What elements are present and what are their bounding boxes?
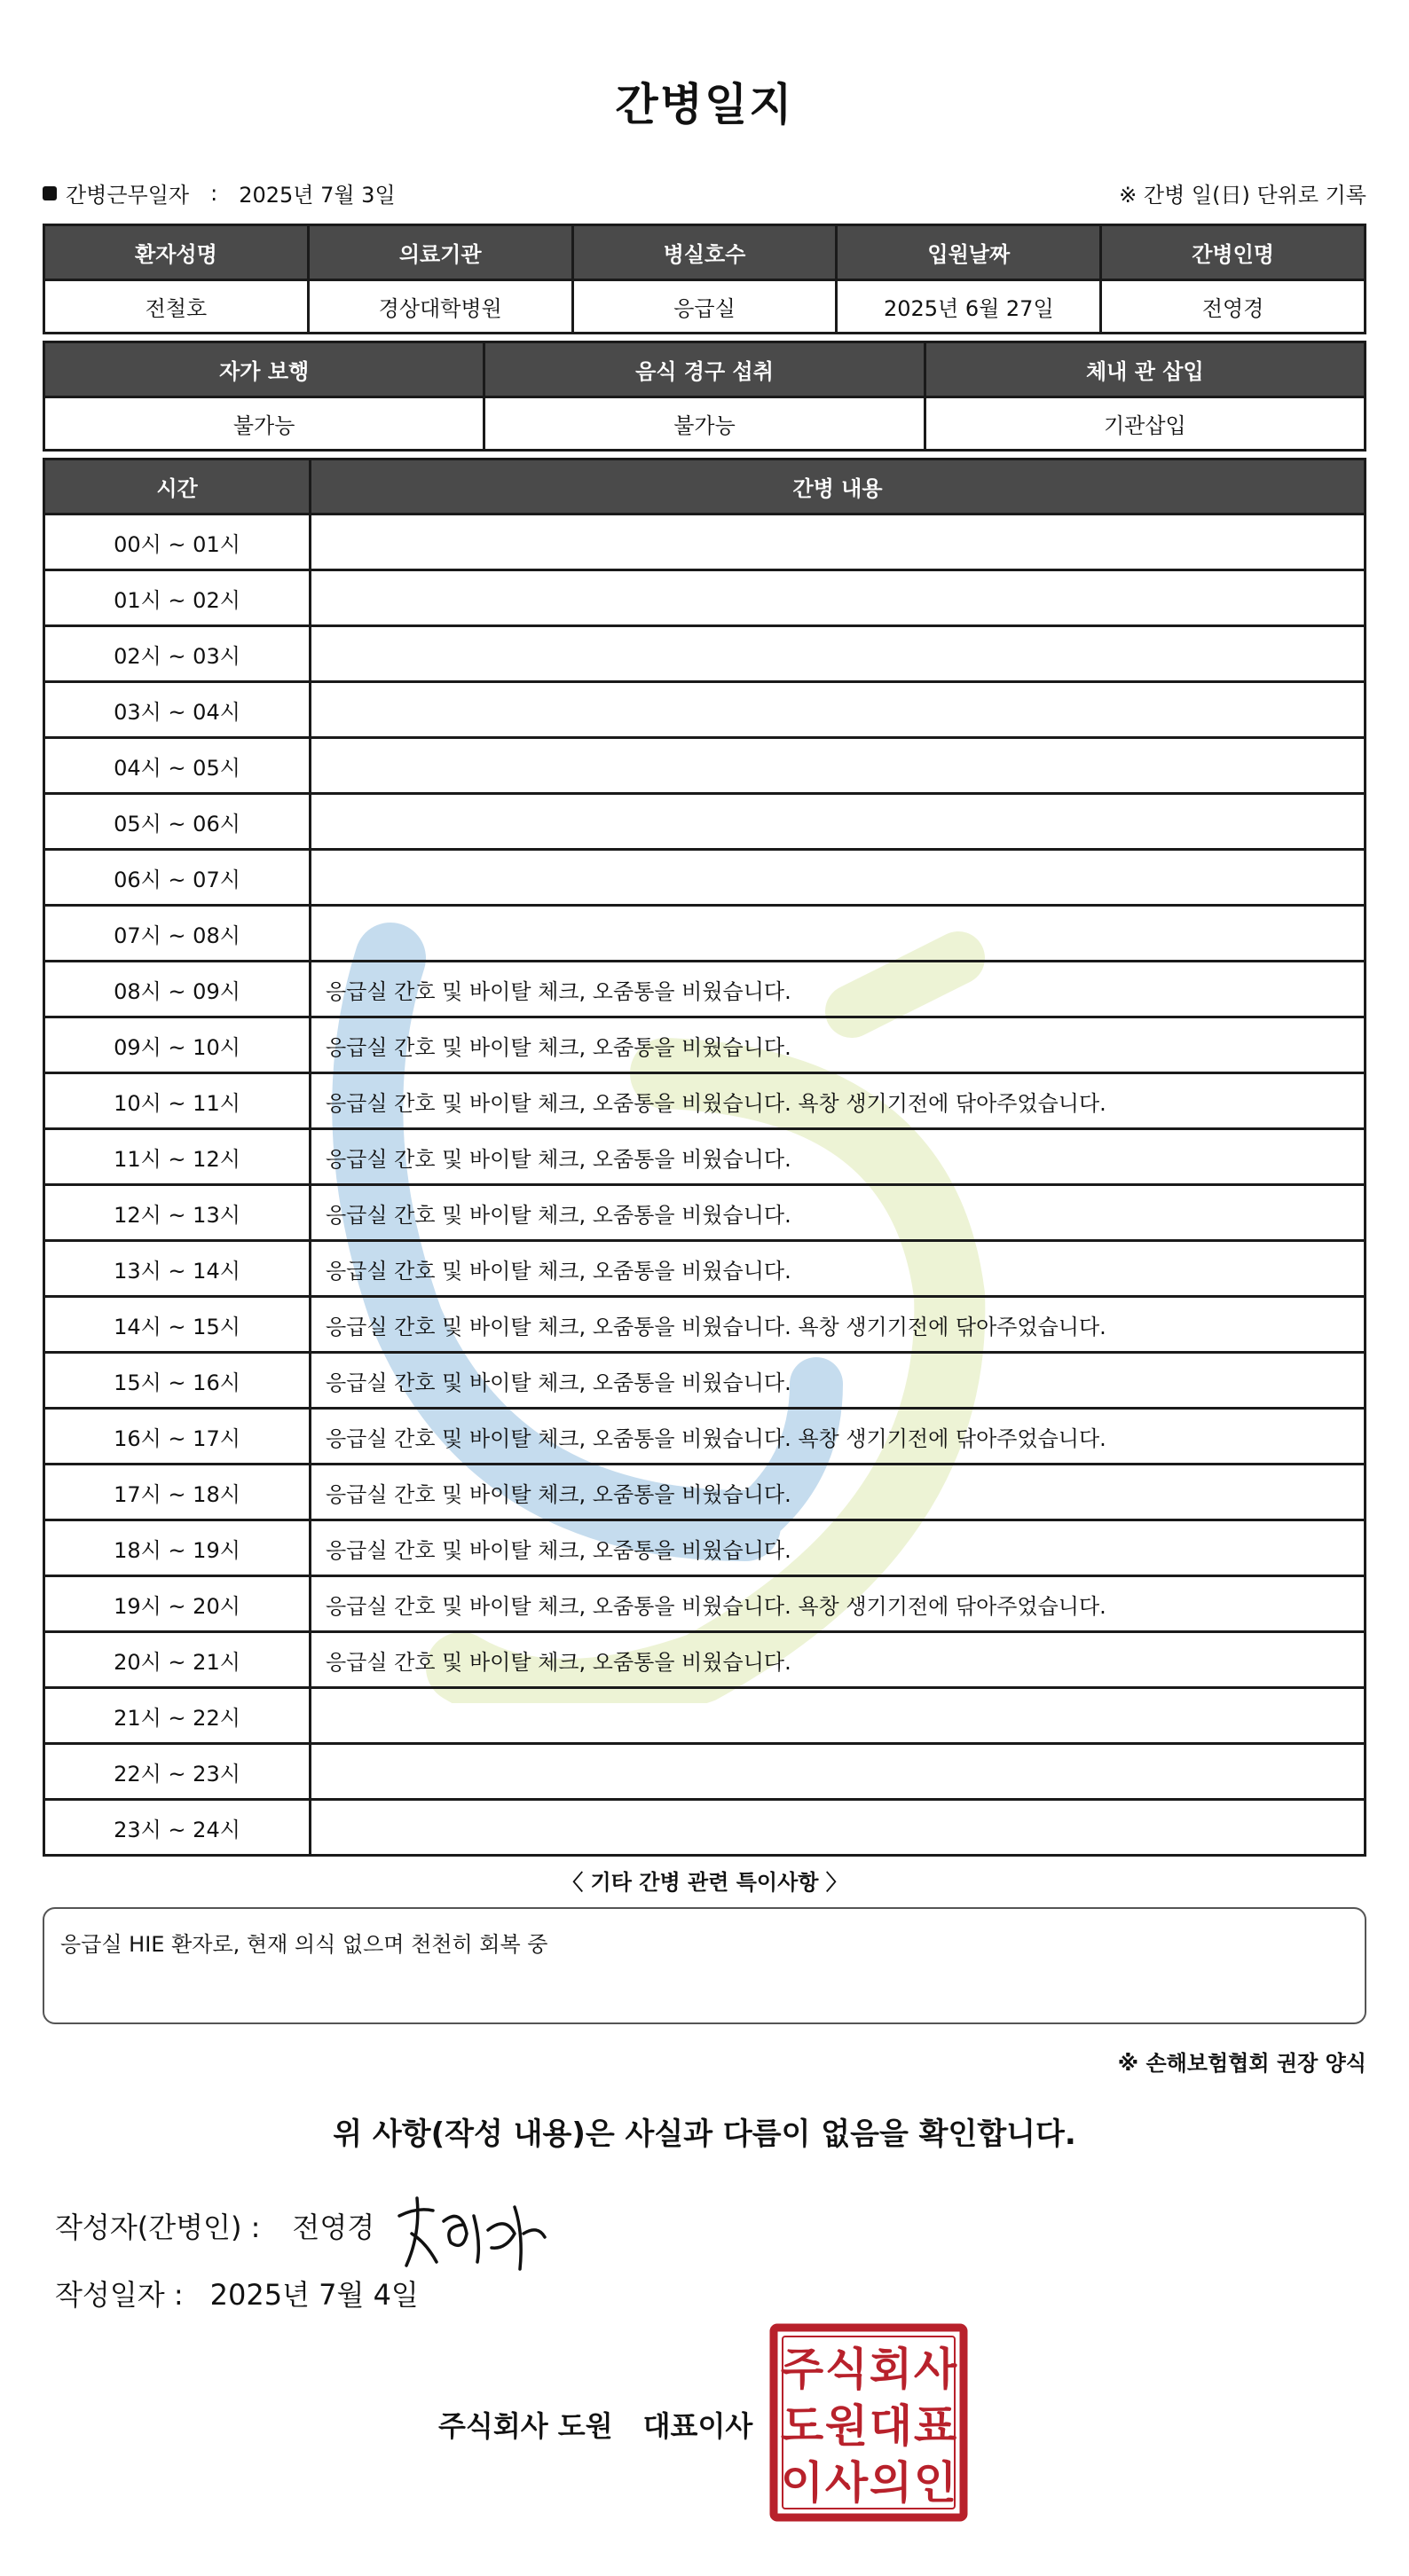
time-cell: 18시 ~ 19시 [44, 1520, 311, 1576]
time-cell: 16시 ~ 17시 [44, 1409, 311, 1465]
table-row [44, 514, 1366, 570]
care-content-cell [311, 738, 1366, 794]
header-patient-name: 환자성명 [44, 225, 309, 280]
table-row [44, 906, 1366, 962]
patient-name: 전철호 [44, 280, 309, 334]
time-cell: 17시 ~ 18시 [44, 1465, 311, 1520]
handwritten-signature [382, 2180, 550, 2278]
patient-info-table [43, 224, 1366, 334]
care-content-cell: 응급실 간호 및 바이탈 체크, 오줌통을 비웠습니다. [311, 1353, 1366, 1409]
time-cell: 01시 ~ 02시 [44, 570, 311, 626]
date-label: 작성일자 : [55, 2278, 184, 2312]
care-content-cell [311, 626, 1366, 682]
seal-character: 도 [780, 2400, 824, 2452]
care-content-cell: 응급실 간호 및 바이탈 체크, 오줌통을 비웠습니다. [311, 1632, 1366, 1688]
care-log-table [43, 458, 1366, 1857]
time-cell: 12시 ~ 13시 [44, 1185, 311, 1241]
meta-row [43, 177, 1366, 209]
walking-status: 불가능 [44, 397, 484, 451]
date-value: 2025년 7월 4일 [209, 2278, 419, 2312]
care-content-cell: 응급실 간호 및 바이탈 체크, 오줌통을 비웠습니다. [311, 1017, 1366, 1073]
table-row [44, 682, 1366, 738]
table-row [44, 570, 1366, 626]
table-row [44, 1409, 1366, 1465]
header-tube-insertion: 체내 관 삽입 [925, 342, 1365, 397]
time-cell: 09시 ~ 10시 [44, 1017, 311, 1073]
care-content-cell [311, 682, 1366, 738]
admission-date: 2025년 6월 27일 [837, 280, 1101, 334]
table-row [44, 1688, 1366, 1744]
company-line [438, 2404, 752, 2445]
care-content-cell: 응급실 간호 및 바이탈 체크, 오줌통을 비웠습니다. 욕창 생기기전에 닦아주었습니다. [311, 1297, 1366, 1353]
header-caregiver-name: 간병인명 [1101, 225, 1366, 280]
company-seal-stamp [768, 2322, 969, 2523]
caregiver-name: 전영경 [1101, 280, 1366, 334]
header-walking: 자가 보행 [44, 342, 484, 397]
care-content-cell [311, 570, 1366, 626]
notes-title: 〈 기타 간병 관련 특이사항 〉 [562, 1870, 847, 1895]
header-room: 병실호수 [572, 225, 837, 280]
care-content-cell: 응급실 간호 및 바이탈 체크, 오줌통을 비웠습니다. [311, 1185, 1366, 1241]
table-row [44, 1353, 1366, 1409]
work-date-colon: : [210, 180, 218, 206]
header-oral-intake: 음식 경구 섭취 [484, 342, 925, 397]
care-content-cell: 응급실 간호 및 바이탈 체크, 오줌통을 비웠습니다. 욕창 생기기전에 닦아주었습니다. [311, 1409, 1366, 1465]
confirm-statement: 위 사항(작성 내용)은 사실과 다름이 없음을 확인합니다. [333, 2117, 1076, 2152]
work-date-value: 2025년 7월 3일 [239, 183, 396, 208]
table-row [44, 1465, 1366, 1520]
unit-note: ※ 간병 일(日) 단위로 기록 [1119, 183, 1366, 208]
time-cell: 15시 ~ 16시 [44, 1353, 311, 1409]
seal-character: 주 [780, 2344, 824, 2395]
table-row [44, 1297, 1366, 1353]
room: 응급실 [572, 280, 837, 334]
care-content-cell: 응급실 간호 및 바이탈 체크, 오줌통을 비웠습니다. [311, 1129, 1366, 1185]
writer-line [55, 2205, 374, 2246]
table-header-row [44, 459, 1366, 514]
table-row [44, 1017, 1366, 1073]
work-date [43, 177, 396, 208]
seal-character: 사 [913, 2344, 957, 2395]
table-row [44, 1800, 1366, 1856]
time-cell: 04시 ~ 05시 [44, 738, 311, 794]
oral-intake-status: 불가능 [484, 397, 925, 451]
seal-character: 회 [869, 2344, 913, 2395]
table-row [44, 280, 1366, 334]
writer-label: 작성자(간병인) : [55, 2211, 261, 2244]
notes-box: 응급실 HIE 환자로, 현재 의식 없으며 천천히 회복 중 [43, 1907, 1366, 2024]
time-cell: 07시 ~ 08시 [44, 906, 311, 962]
time-cell: 03시 ~ 04시 [44, 682, 311, 738]
time-cell: 00시 ~ 01시 [44, 514, 311, 570]
time-cell: 02시 ~ 03시 [44, 626, 311, 682]
time-cell: 08시 ~ 09시 [44, 962, 311, 1017]
seal-character: 인 [913, 2457, 957, 2509]
time-cell: 19시 ~ 20시 [44, 1576, 311, 1632]
care-content-cell: 응급실 간호 및 바이탈 체크, 오줌통을 비웠습니다. [311, 1465, 1366, 1520]
table-row [44, 962, 1366, 1017]
time-cell: 11시 ~ 12시 [44, 1129, 311, 1185]
table-row [44, 1241, 1366, 1297]
care-content-cell [311, 514, 1366, 570]
writer-name: 전영경 [292, 2211, 375, 2244]
table-row [44, 397, 1366, 451]
seal-character: 이 [780, 2457, 824, 2509]
care-content-cell [311, 906, 1366, 962]
time-cell: 22시 ~ 23시 [44, 1744, 311, 1800]
table-row [44, 794, 1366, 850]
table-header-row [44, 225, 1366, 280]
time-cell: 21시 ~ 22시 [44, 1688, 311, 1744]
care-content-cell: 응급실 간호 및 바이탈 체크, 오줌통을 비웠습니다. [311, 1241, 1366, 1297]
seal-character: 원 [824, 2400, 869, 2452]
time-cell: 06시 ~ 07시 [44, 850, 311, 906]
table-row [44, 1073, 1366, 1129]
time-cell: 10시 ~ 11시 [44, 1073, 311, 1129]
time-cell: 23시 ~ 24시 [44, 1800, 311, 1856]
care-content-cell: 응급실 간호 및 바이탈 체크, 오줌통을 비웠습니다. 욕창 생기기전에 닦아주었습니다. [311, 1576, 1366, 1632]
table-row [44, 1520, 1366, 1576]
table-header-row [44, 342, 1366, 397]
care-content-cell [311, 1800, 1366, 1856]
hospital: 경상대학병원 [308, 280, 572, 334]
care-content-cell [311, 1688, 1366, 1744]
header-hospital: 의료기관 [308, 225, 572, 280]
header-time: 시간 [44, 459, 311, 514]
seal-character: 식 [824, 2344, 869, 2395]
seal-character: 사 [824, 2457, 869, 2509]
care-content-cell: 응급실 간호 및 바이탈 체크, 오줌통을 비웠습니다. [311, 1520, 1366, 1576]
company-representative: 대표이사 [642, 2409, 753, 2443]
care-content-cell [311, 1744, 1366, 1800]
time-cell: 05시 ~ 06시 [44, 794, 311, 850]
seal-character: 대 [869, 2400, 913, 2452]
care-content-cell: 응급실 간호 및 바이탈 체크, 오줌통을 비웠습니다. [311, 962, 1366, 1017]
page-title: 간병일지 [615, 79, 794, 130]
recommend-note: ※ 손해보험협회 권장 양식 [1117, 2051, 1366, 2076]
table-row [44, 1632, 1366, 1688]
time-cell: 13시 ~ 14시 [44, 1241, 311, 1297]
header-admission-date: 입원날짜 [837, 225, 1101, 280]
header-care-content: 간병 내용 [311, 459, 1366, 514]
company-name: 주식회사 도원 [438, 2409, 613, 2443]
time-cell: 14시 ~ 15시 [44, 1297, 311, 1353]
table-row [44, 626, 1366, 682]
date-line [55, 2273, 419, 2313]
table-row [44, 1129, 1366, 1185]
table-row [44, 738, 1366, 794]
table-row [44, 1576, 1366, 1632]
table-row [44, 1185, 1366, 1241]
table-row [44, 850, 1366, 906]
seal-character: 표 [913, 2400, 957, 2452]
work-date-label: 간병근무일자 [66, 183, 190, 208]
care-content-cell [311, 850, 1366, 906]
care-content-cell: 응급실 간호 및 바이탈 체크, 오줌통을 비웠습니다. 욕창 생기기전에 닦아주었습니다. [311, 1073, 1366, 1129]
table-row [44, 1744, 1366, 1800]
tube-insertion-status: 기관삽입 [925, 397, 1365, 451]
time-cell: 20시 ~ 21시 [44, 1632, 311, 1688]
patient-status-table [43, 341, 1366, 452]
care-log-body [44, 514, 1366, 1856]
seal-character: 의 [869, 2457, 913, 2509]
care-content-cell [311, 794, 1366, 850]
bullet-square-icon [43, 186, 57, 200]
